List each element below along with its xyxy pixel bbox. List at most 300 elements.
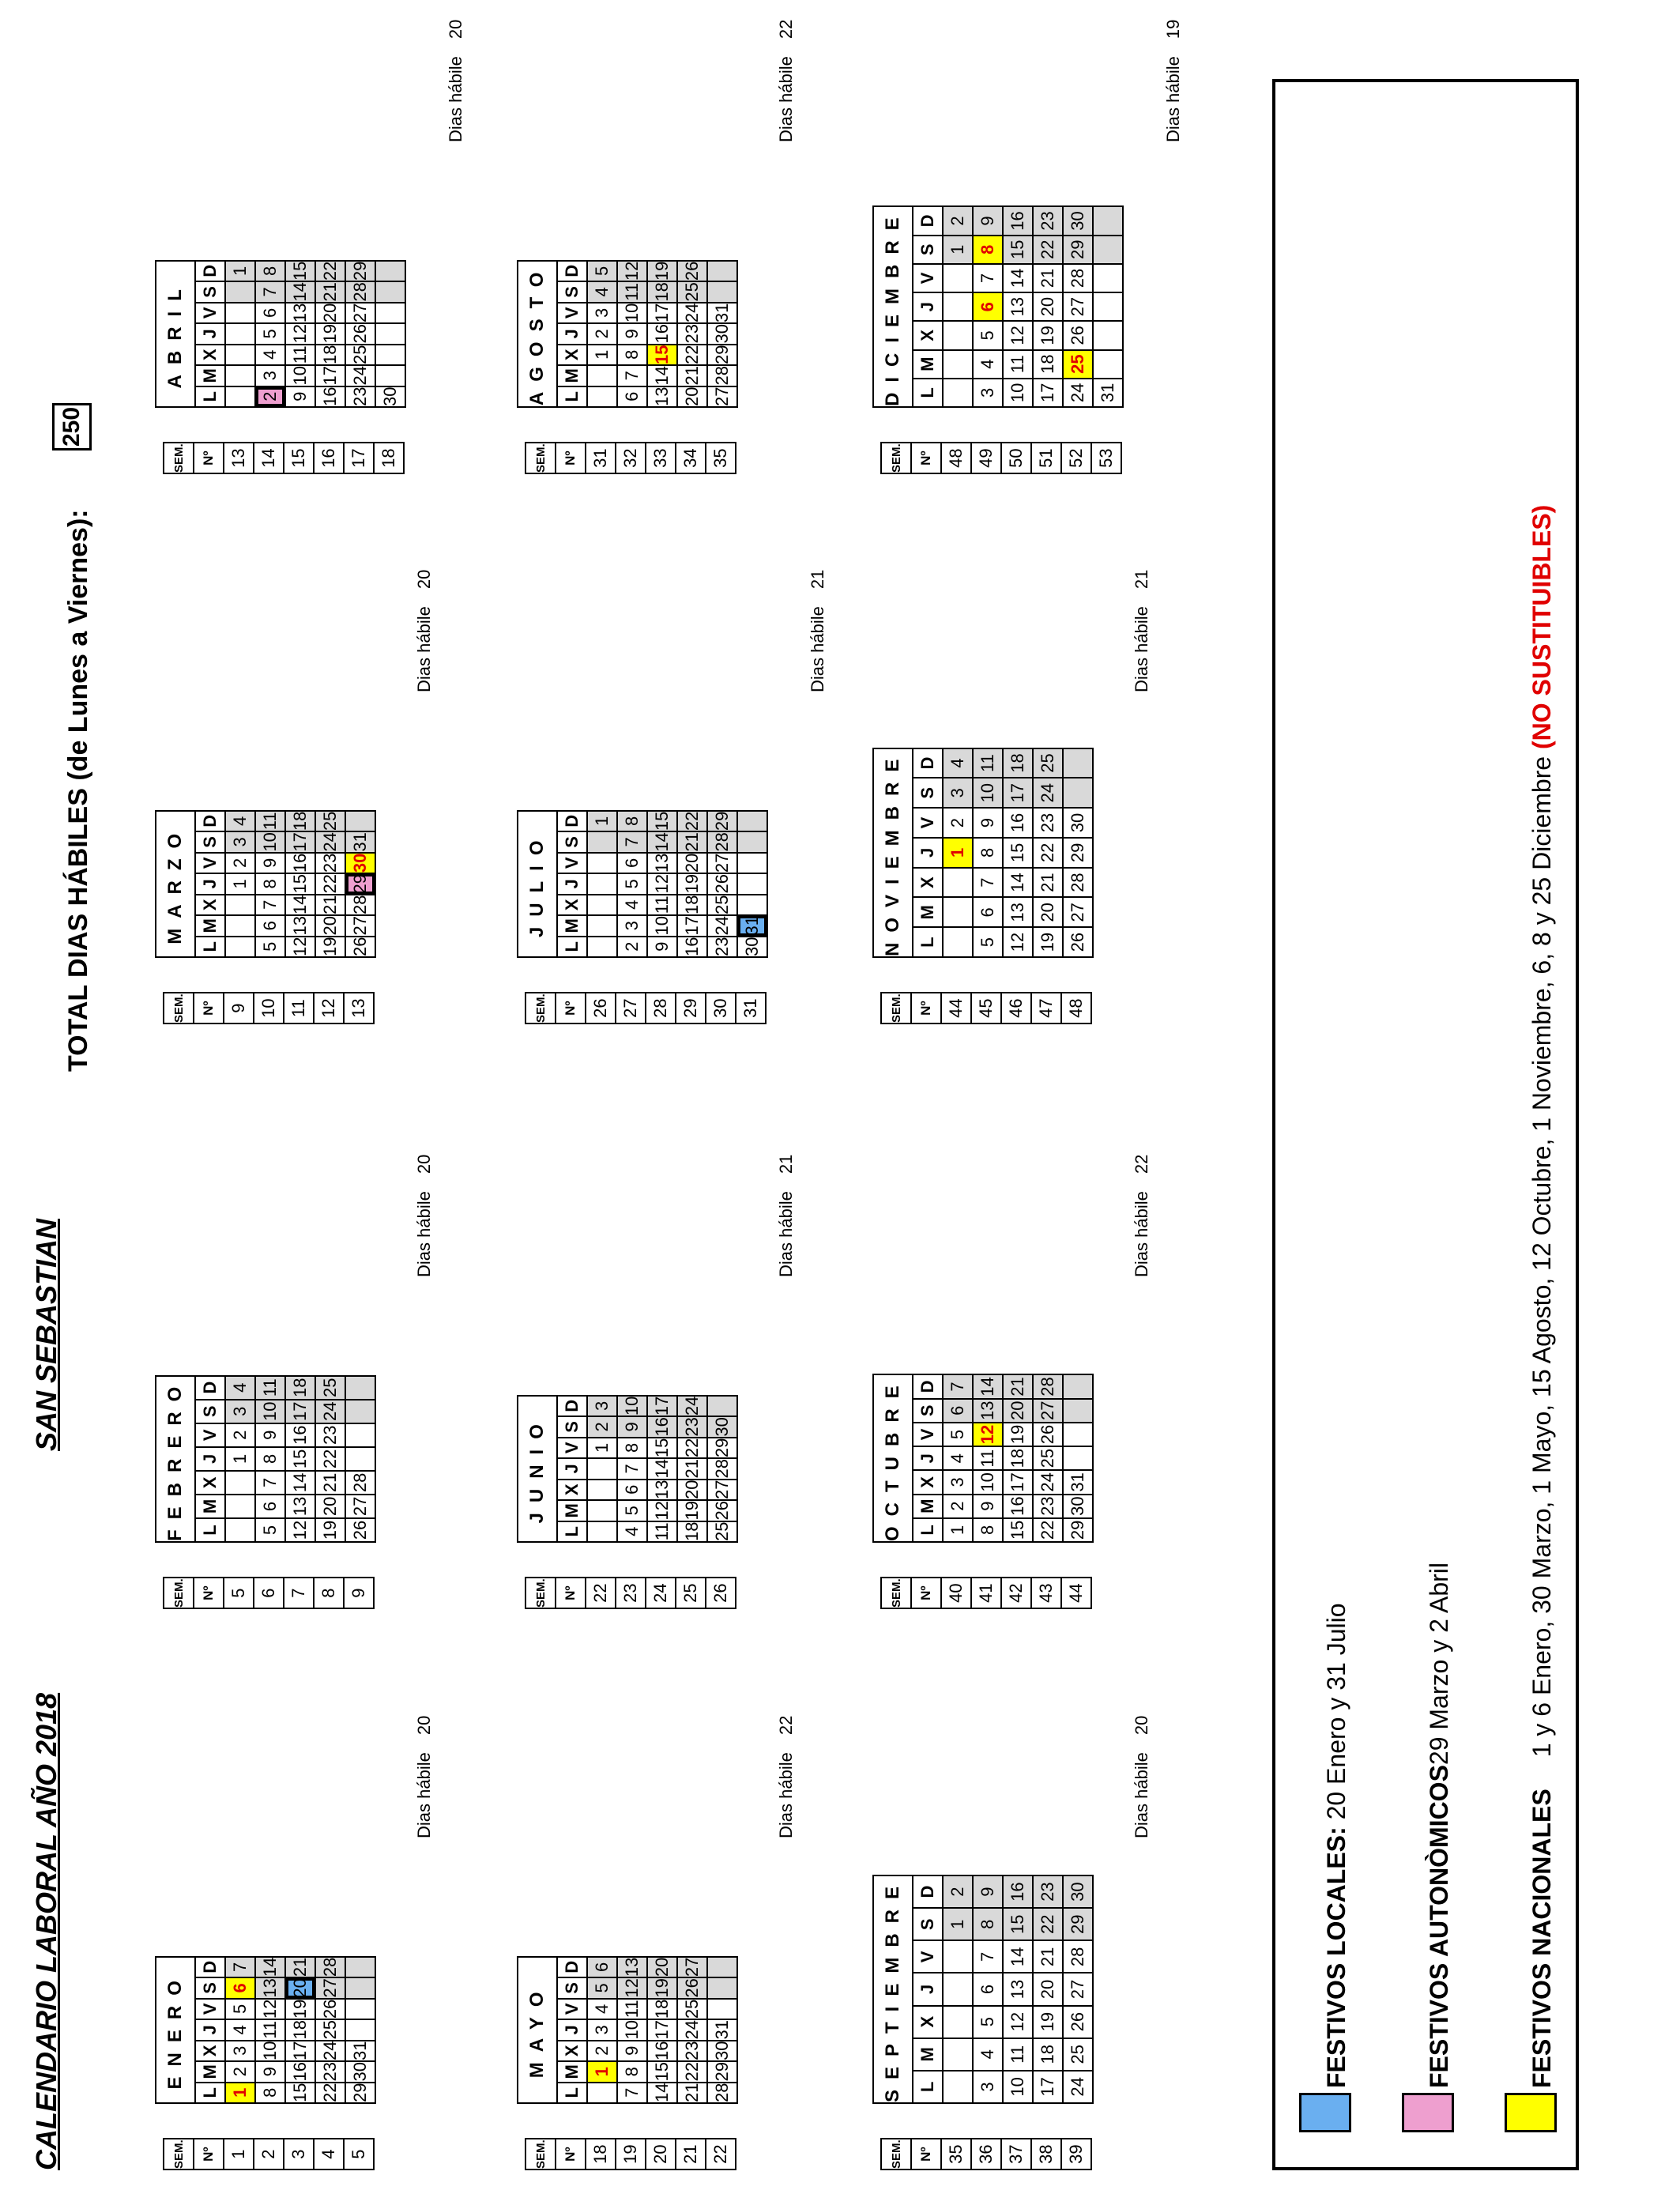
working-days-count <box>776 20 797 142</box>
week-number: 24 <box>646 1578 676 1608</box>
week-days-row <box>943 748 973 957</box>
day-cell: 15 <box>285 1447 315 1471</box>
month-table <box>517 1956 738 2104</box>
legend-auto-title: FESTIVOS AUTONÒMICOS <box>1425 1765 1453 2088</box>
day-cell <box>707 1999 737 2019</box>
legend-nacional-note: (NO SUSTITUIBLES) <box>1527 504 1556 749</box>
day-cell: 21 <box>677 1458 707 1479</box>
week-row <box>1031 443 1061 473</box>
week-number: 32 <box>616 443 646 473</box>
day-cell: 30 <box>1063 206 1093 235</box>
week-header-row <box>525 1578 556 1608</box>
day-header: X <box>913 321 943 349</box>
week-days-row <box>1093 206 1123 407</box>
day-cell: 5 <box>587 261 617 281</box>
num-header: Nº <box>911 993 941 1023</box>
day-header: V <box>557 303 587 323</box>
day-header: L <box>913 1518 943 1542</box>
day-cell: 11 <box>973 748 1003 778</box>
month-table <box>872 1374 1094 1543</box>
day-cell: 16 <box>1003 206 1033 235</box>
day-cell <box>943 2038 973 2071</box>
day-cell: 18 <box>1003 1446 1033 1470</box>
week-row <box>344 993 374 1023</box>
week-days-row <box>677 261 707 407</box>
week-header-row <box>881 1578 911 1608</box>
day-cell: 8 <box>973 1518 1003 1542</box>
day-cell: 19 <box>1033 927 1063 957</box>
day-cell <box>225 365 255 386</box>
day-cell: 15 <box>285 873 315 894</box>
day-cell: 10 <box>617 303 647 323</box>
day-cell: 19 <box>677 1500 707 1521</box>
day-header: X <box>557 345 587 365</box>
day-cell: 2 <box>943 1495 973 1518</box>
week-days-row <box>285 811 315 957</box>
day-cell: 6 <box>617 1480 647 1500</box>
day-header: L <box>913 2071 943 2103</box>
day-cell: 26 <box>1063 2006 1093 2038</box>
day-cell: 10 <box>285 365 315 386</box>
day-cell: 1 <box>225 2083 255 2103</box>
day-cell: 23 <box>1033 1495 1063 1518</box>
week-row <box>224 993 254 1023</box>
working-days-label: Dias hábile <box>1132 1752 1151 1838</box>
week-days-row <box>973 1374 1003 1542</box>
day-cell: 19 <box>1033 321 1063 349</box>
day-cell <box>225 937 255 957</box>
day-cell: 15 <box>1003 1518 1033 1542</box>
week-header-row <box>911 993 941 1023</box>
day-cell: 24 <box>707 915 737 936</box>
day-header: D <box>557 1396 587 1416</box>
week-days-row <box>677 811 707 957</box>
day-cell: 20 <box>315 1495 345 1518</box>
day-cell: 11 <box>255 2019 285 2040</box>
week-header-row <box>911 2139 941 2169</box>
day-cell: 20 <box>677 386 707 407</box>
day-cell: 5 <box>943 1423 973 1446</box>
day-cell: 12 <box>647 1500 677 1521</box>
day-cell: 8 <box>255 2083 285 2103</box>
week-row <box>1031 2139 1061 2169</box>
sem-header: SEM. <box>881 443 911 473</box>
day-header: M <box>195 915 225 936</box>
day-cell <box>345 1957 375 1977</box>
week-row <box>586 443 616 473</box>
day-cell: 26 <box>1063 927 1093 957</box>
day-header: D <box>557 261 587 281</box>
week-number: 31 <box>586 443 616 473</box>
week-number-table <box>525 992 767 1024</box>
day-cell: 26 <box>345 1518 375 1542</box>
day-cell: 26 <box>707 1500 737 1521</box>
day-cell: 12 <box>617 261 647 281</box>
sem-header: SEM. <box>164 993 194 1023</box>
day-cell: 8 <box>255 1447 285 1471</box>
day-cell: 30 <box>345 2061 375 2082</box>
week-days-row <box>315 811 345 957</box>
day-cell: 30 <box>707 1416 737 1437</box>
week-row <box>1001 993 1031 1023</box>
day-cell: 8 <box>973 236 1003 264</box>
week-number-table <box>525 1577 736 1609</box>
day-cell: 14 <box>647 365 677 386</box>
day-cell: 19 <box>677 873 707 894</box>
week-row <box>314 993 344 1023</box>
sem-header: SEM. <box>525 2139 556 2169</box>
day-cell: 20 <box>677 853 707 873</box>
day-cell: 21 <box>1033 868 1063 898</box>
month-name-row <box>873 1875 913 2103</box>
day-cell: 9 <box>617 2041 647 2061</box>
day-cell <box>587 1458 617 1479</box>
day-cell: 17 <box>1003 778 1033 808</box>
week-days-row <box>345 811 375 957</box>
week-number: 23 <box>616 1578 646 1608</box>
day-cell: 6 <box>973 1973 1003 2005</box>
day-cell: 25 <box>1063 2038 1093 2071</box>
day-cell: 5 <box>255 937 285 957</box>
autonomico-swatch <box>1402 2093 1454 2132</box>
week-number: 46 <box>1001 993 1031 1023</box>
week-number: 21 <box>676 2139 706 2169</box>
day-cell: 18 <box>647 1999 677 2019</box>
week-number: 18 <box>374 443 404 473</box>
week-row <box>676 993 706 1023</box>
day-cell <box>225 1495 255 1518</box>
month-table <box>517 1395 738 1543</box>
day-cell: 29 <box>1063 838 1093 868</box>
day-cell: 25 <box>1033 748 1063 778</box>
sem-header: SEM. <box>881 993 911 1023</box>
day-cell: 27 <box>315 1977 345 1998</box>
day-header: J <box>913 1446 943 1470</box>
day-cell: 12 <box>1003 321 1033 349</box>
week-row <box>254 993 284 1023</box>
day-cell: 5 <box>973 2006 1003 2038</box>
week-days-row <box>1003 1875 1033 2103</box>
day-cell: 5 <box>225 1999 255 2019</box>
day-cell: 8 <box>617 811 647 831</box>
day-cell: 14 <box>973 1374 1003 1398</box>
day-cell: 9 <box>647 937 677 957</box>
day-cell: 16 <box>285 853 315 873</box>
week-number-table <box>163 442 405 474</box>
day-header: V <box>913 1423 943 1446</box>
week-row <box>971 2139 1001 2169</box>
week-row <box>616 2139 646 2169</box>
day-cell: 9 <box>255 1423 285 1447</box>
month-name: ABRIL <box>156 261 195 407</box>
sem-header: SEM. <box>525 443 556 473</box>
day-header: X <box>557 1480 587 1500</box>
working-days-count <box>1163 20 1184 142</box>
day-cell: 19 <box>647 1977 677 1998</box>
day-cell: 18 <box>647 281 677 302</box>
week-number: 16 <box>314 443 344 473</box>
day-cell: 30 <box>707 2041 737 2061</box>
num-header: Nº <box>911 2139 941 2169</box>
day-cell: 22 <box>1033 1908 1063 1940</box>
week-row <box>586 993 616 1023</box>
week-days-row <box>225 1376 255 1542</box>
day-cell <box>943 2006 973 2038</box>
day-cell: 26 <box>677 261 707 281</box>
week-days-row <box>345 1376 375 1542</box>
week-number: 48 <box>941 443 971 473</box>
day-cell: 3 <box>943 1470 973 1494</box>
day-cell: 2 <box>943 808 973 838</box>
day-cell: 20 <box>1033 292 1063 321</box>
num-header: Nº <box>194 443 224 473</box>
day-cell: 25 <box>677 1999 707 2019</box>
working-days-count <box>1132 570 1152 692</box>
day-cell: 6 <box>587 1957 617 1977</box>
num-header: Nº <box>556 1578 586 1608</box>
month-table <box>872 1875 1094 2104</box>
day-cell: 14 <box>1003 1940 1033 1973</box>
day-cell <box>737 811 767 831</box>
day-cell <box>737 831 767 852</box>
week-row <box>646 443 676 473</box>
day-cell: 11 <box>647 1521 677 1542</box>
day-cell: 7 <box>943 1374 973 1398</box>
day-cell: 23 <box>315 1423 345 1447</box>
week-days-row <box>285 1376 315 1542</box>
day-cell: 9 <box>617 1416 647 1437</box>
day-cell: 22 <box>315 261 345 281</box>
working-days-label: Dias hábile <box>446 56 465 142</box>
day-cell: 18 <box>677 895 707 915</box>
month-table <box>155 1375 376 1543</box>
week-days-row <box>1033 206 1063 407</box>
week-header-row <box>164 2139 194 2169</box>
week-header-row <box>525 2139 556 2169</box>
legend-auto-text: 29 Marzo y 2 Abril <box>1425 1562 1453 1766</box>
day-cell: 30 <box>1063 1495 1093 1518</box>
day-cell: 18 <box>1003 748 1033 778</box>
day-header: M <box>913 1495 943 1518</box>
day-cell <box>587 1521 617 1542</box>
week-days-row <box>345 1957 375 2103</box>
week-row <box>1061 993 1091 1023</box>
week-number: 31 <box>736 993 766 1023</box>
month-name: OCTUBRE <box>873 1374 913 1542</box>
day-cell: 24 <box>677 1396 707 1416</box>
sem-header: SEM. <box>525 1578 556 1608</box>
day-cell: 24 <box>1063 2071 1093 2103</box>
day-cell: 13 <box>1003 897 1033 927</box>
day-header: D <box>195 1957 225 1977</box>
day-header: L <box>557 2083 587 2103</box>
week-row <box>284 443 314 473</box>
week-header-row <box>164 993 194 1023</box>
day-cell <box>1063 1446 1093 1470</box>
week-number: 14 <box>254 443 284 473</box>
day-cell: 28 <box>1033 1374 1063 1398</box>
working-days-count <box>414 1155 435 1277</box>
week-number: 10 <box>254 993 284 1023</box>
day-header: J <box>913 1973 943 2005</box>
working-days-label: Dias hábile <box>776 56 796 142</box>
day-cell: 10 <box>255 831 285 852</box>
day-cell <box>943 2071 973 2103</box>
num-header: Nº <box>194 993 224 1023</box>
day-cell <box>587 915 617 936</box>
working-days-count <box>414 1716 435 1838</box>
week-number: 43 <box>1031 1578 1061 1608</box>
day-cell: 24 <box>315 1400 345 1423</box>
day-cell: 27 <box>1063 897 1093 927</box>
week-number: 45 <box>971 993 1001 1023</box>
day-cell <box>943 1973 973 2005</box>
day-cell: 24 <box>315 2041 345 2061</box>
day-header: M <box>557 2061 587 2082</box>
day-cell: 2 <box>587 1416 617 1437</box>
day-cell: 25 <box>1033 1446 1063 1470</box>
day-header: V <box>913 264 943 292</box>
week-header-row <box>525 993 556 1023</box>
day-cell: 26 <box>315 1999 345 2019</box>
day-cell: 5 <box>617 873 647 894</box>
day-cell: 17 <box>1033 2071 1063 2103</box>
day-cell <box>587 365 617 386</box>
week-number: 49 <box>971 443 1001 473</box>
num-header: Nº <box>556 443 586 473</box>
week-number: 1 <box>224 2139 254 2169</box>
day-cell: 8 <box>255 261 285 281</box>
day-cell: 4 <box>225 1376 255 1400</box>
day-cell <box>1093 350 1123 379</box>
day-cell: 25 <box>707 895 737 915</box>
day-cell: 19 <box>315 323 345 344</box>
day-cell: 13 <box>647 1480 677 1500</box>
week-days-row <box>737 811 767 957</box>
legend-local <box>1299 1603 1351 2132</box>
week-number: 35 <box>706 443 736 473</box>
day-cell <box>1063 778 1093 808</box>
working-days-label: Dias hábile <box>776 1191 796 1277</box>
day-cell: 3 <box>225 831 255 852</box>
day-cell: 11 <box>285 345 315 365</box>
day-cell: 10 <box>255 1400 285 1423</box>
day-cell: 11 <box>1003 2038 1033 2071</box>
week-row <box>941 993 971 1023</box>
month-table <box>155 1956 376 2104</box>
week-days-row <box>315 1957 345 2103</box>
week-row <box>314 443 344 473</box>
week-row <box>616 443 646 473</box>
day-cell: 10 <box>1003 379 1033 407</box>
day-cell: 1 <box>943 1518 973 1542</box>
day-cell: 5 <box>255 323 285 344</box>
day-cell: 31 <box>1063 1470 1093 1494</box>
day-header: X <box>913 2006 943 2038</box>
day-cell: 21 <box>315 281 345 302</box>
week-row <box>706 2139 736 2169</box>
day-cell: 6 <box>973 292 1003 321</box>
day-header: L <box>195 1518 225 1542</box>
day-cell: 2 <box>587 2041 617 2061</box>
month-name: AGOSTO <box>518 261 557 407</box>
day-cell: 13 <box>647 853 677 873</box>
week-number: 51 <box>1031 443 1061 473</box>
week-row <box>1031 1578 1061 1608</box>
week-days-row <box>647 1396 677 1542</box>
working-days-count <box>776 1155 797 1277</box>
day-cell: 4 <box>587 281 617 302</box>
day-cell: 23 <box>707 937 737 957</box>
week-days-row <box>973 206 1003 407</box>
day-header-row <box>557 261 587 407</box>
day-cell: 5 <box>587 1977 617 1998</box>
day-cell: 3 <box>617 915 647 936</box>
day-cell: 8 <box>617 1438 647 1458</box>
day-cell <box>1093 292 1123 321</box>
working-days-value: 20 <box>1132 1715 1151 1736</box>
week-days-row <box>973 748 1003 957</box>
day-header-row <box>913 748 943 957</box>
day-cell <box>225 323 255 344</box>
week-row <box>706 443 736 473</box>
day-cell: 9 <box>255 2061 285 2082</box>
working-days-label: Dias hábile <box>808 606 827 692</box>
week-number: 27 <box>616 993 646 1023</box>
day-cell: 18 <box>1033 350 1063 379</box>
day-cell: 21 <box>677 365 707 386</box>
week-number: 20 <box>646 2139 676 2169</box>
week-number: 48 <box>1061 993 1091 1023</box>
day-cell: 9 <box>973 808 1003 838</box>
day-cell: 10 <box>973 778 1003 808</box>
week-row <box>646 2139 676 2169</box>
week-number: 28 <box>646 993 676 1023</box>
week-number: 42 <box>1001 1578 1031 1608</box>
day-cell: 3 <box>225 2041 255 2061</box>
day-cell: 4 <box>943 748 973 778</box>
week-row <box>1031 993 1061 1023</box>
day-cell: 17 <box>647 2019 677 2040</box>
num-header: Nº <box>194 2139 224 2169</box>
day-header: M <box>195 2061 225 2082</box>
day-header: D <box>557 811 587 831</box>
month-table <box>872 205 1124 408</box>
day-header: D <box>913 1374 943 1398</box>
week-days-row <box>943 206 973 407</box>
day-cell: 20 <box>315 303 345 323</box>
day-cell <box>345 1376 375 1400</box>
week-days-row <box>587 261 617 407</box>
week-days-row <box>1063 206 1093 407</box>
day-cell <box>1063 1374 1093 1398</box>
day-header: X <box>913 868 943 898</box>
day-header: V <box>195 853 225 873</box>
day-cell: 3 <box>973 2071 1003 2103</box>
day-cell: 9 <box>973 1875 1003 1908</box>
week-row <box>706 1578 736 1608</box>
week-header-row <box>194 443 224 473</box>
day-cell: 19 <box>285 1999 315 2019</box>
day-cell: 15 <box>647 2061 677 2082</box>
day-cell: 6 <box>617 386 647 407</box>
day-cell: 15 <box>285 2083 315 2103</box>
sem-header: SEM. <box>164 1578 194 1608</box>
day-cell: 6 <box>255 303 285 323</box>
day-cell: 23 <box>315 853 345 873</box>
week-number: 22 <box>706 2139 736 2169</box>
day-cell: 27 <box>707 386 737 407</box>
